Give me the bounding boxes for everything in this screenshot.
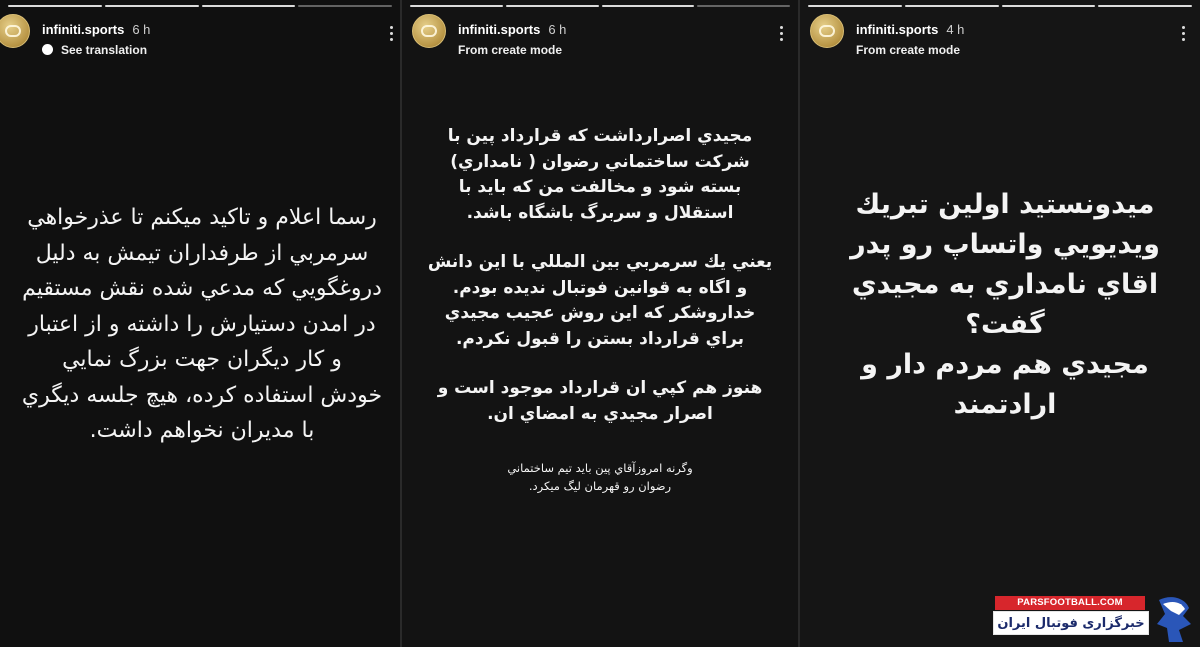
story-panel-2[interactable] (402, 0, 798, 647)
more-options-button[interactable] (1176, 24, 1190, 41)
story-text-line: وگرنه امروزآقاي پين بايد تيم ساختماني (507, 461, 693, 475)
story-paragraph (410, 250, 790, 352)
progress-segment (105, 5, 199, 7)
subline-text: From create mode (458, 43, 563, 57)
progress-segment (905, 5, 999, 7)
progress-segment (697, 5, 790, 7)
dot-icon (1182, 26, 1185, 29)
story-text-line: در امدن دستيارش را داشته و از اعتبار (28, 311, 376, 337)
story-text (410, 124, 790, 495)
dot-icon (390, 38, 393, 41)
post-time: 6 h (132, 22, 151, 37)
username-text: infiniti.sports (42, 22, 125, 37)
progress-segment (298, 5, 392, 7)
create-mode-label (856, 43, 960, 57)
story-text-line: شركت ساختماني رضوان ( نامداري) (450, 151, 750, 172)
progress-segment (1002, 5, 1096, 7)
dot-icon (780, 38, 783, 41)
dot-icon (1182, 32, 1185, 35)
progress-segment (506, 5, 599, 7)
avatar[interactable] (412, 14, 446, 48)
story-text-line: يعني يك سرمربي بين المللي با اين دانش (427, 252, 773, 272)
infiniti-logo-icon (5, 25, 21, 37)
story-text-line: اصرار مجيدي به امضاي ان. (487, 403, 713, 424)
story-text-line: و كار ديگران جهت بزرگ نمايي (62, 347, 342, 372)
progress-segment (8, 5, 102, 7)
story-header (800, 12, 1200, 56)
story-header (0, 12, 400, 56)
infiniti-logo-icon (819, 25, 835, 37)
story-panel-1[interactable] (0, 0, 400, 647)
story-progress-bar (8, 5, 392, 7)
story-text-line: سرمربي از طرفداران تيمش به دليل (35, 240, 369, 266)
story-text-line: براي قرارداد بستن را قبول نكردم. (455, 328, 745, 349)
story-text-line: رسما اعلام و تاكيد ميكنم تا عذرخواهي (27, 205, 377, 230)
progress-segment (602, 5, 695, 7)
parsfootball-watermark (993, 594, 1199, 646)
story-text-line: مجيدي اصرارداشت كه قرارداد پين با (447, 126, 753, 146)
story-text (820, 185, 1190, 425)
username[interactable] (856, 22, 964, 37)
story-text-line: مجيدي هم مردم دار و (861, 349, 1149, 380)
story-paragraph (410, 376, 790, 427)
story-text-line: دروغگويي كه مدعي شده نقش مستقيم (22, 276, 382, 301)
story-text-line: گفت؟ (965, 309, 1045, 340)
subline-text: See translation (61, 43, 148, 57)
story-panel-3[interactable] (800, 0, 1200, 647)
story-text-line: و اگاه به قوانين فوتبال نديده بودم. (452, 277, 748, 298)
post-time: 6 h (548, 22, 567, 37)
avatar[interactable] (810, 14, 844, 48)
story-text-line: ميدونستيد اولين تبريك (855, 189, 1155, 220)
story-text-line: رضوان رو قهرمان ليگ ميكرد. (528, 479, 672, 493)
create-mode-label (458, 43, 562, 57)
username-text: infiniti.sports (458, 22, 541, 37)
more-options-button[interactable] (384, 24, 398, 41)
story-header (402, 12, 798, 56)
progress-segment (410, 5, 503, 7)
story-progress-bar (808, 5, 1192, 7)
see-translation-link[interactable] (42, 43, 147, 57)
story-text-line: خودش استفاده كرده، هيچ جلسه ديگري (21, 382, 383, 408)
watermark-title: خبرگزاری فوتبال ایران (993, 611, 1149, 635)
progress-segment (1098, 5, 1192, 7)
more-options-button[interactable] (774, 24, 788, 41)
avatar[interactable] (0, 14, 30, 48)
dot-icon (780, 26, 783, 29)
dot-icon (390, 32, 393, 35)
username-text: infiniti.sports (856, 22, 939, 37)
story-progress-bar (410, 5, 790, 7)
story-text-line: خداروشكر كه اين روش عجيب مجيدي (444, 303, 756, 323)
story-paragraph (410, 124, 790, 226)
progress-segment (202, 5, 296, 7)
story-text-line: ويديويي واتساپ رو پدر (850, 229, 1160, 260)
story-text-line: ارادتمند (953, 389, 1057, 420)
post-time: 4 h (946, 22, 965, 37)
story-text-line: با مديران نخواهم داشت. (89, 418, 315, 443)
story-text-line: هنوز هم كپي ان قرارداد موجود است و (437, 378, 763, 398)
story-text (8, 200, 396, 449)
watermark-site: PARSFOOTBALL.COM (995, 596, 1145, 610)
username[interactable] (458, 22, 566, 37)
progress-segment (808, 5, 902, 7)
dot-icon (1182, 38, 1185, 41)
username[interactable] (42, 22, 150, 37)
story-text-line: استقلال و سربرگ باشگاه باشد. (466, 202, 734, 223)
globe-icon (42, 44, 53, 55)
infiniti-logo-icon (421, 25, 437, 37)
dot-icon (390, 26, 393, 29)
story-footnote (410, 459, 790, 495)
dot-icon (780, 32, 783, 35)
story-text-line: بسته شود و مخالفت من كه بايد با (458, 177, 742, 197)
story-text-line: اقاي نامداري به مجيدي (851, 269, 1159, 300)
mascot-logo-icon (1149, 594, 1197, 644)
subline-text: From create mode (856, 43, 961, 57)
